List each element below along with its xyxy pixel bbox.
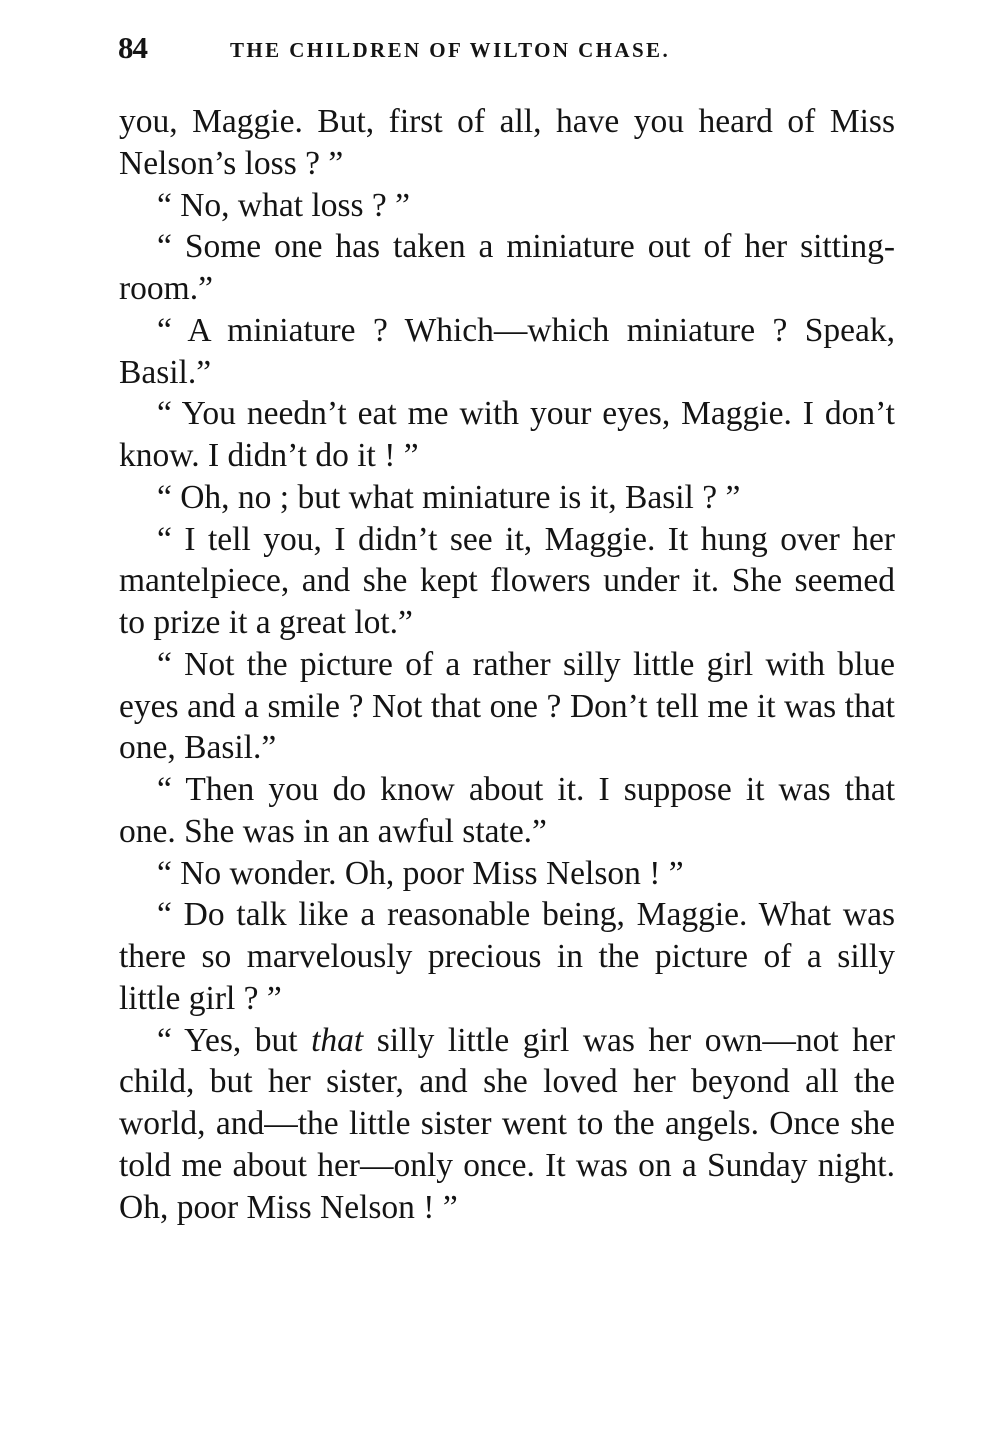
paragraph: “ No, what loss ? ”: [157, 186, 411, 224]
body-text: [119, 101, 895, 1228]
paragraph: “ Do talk like a reasonable being, Maggie. What was there so marvelously precious in the picture of a silly little girl ? ”: [119, 896, 895, 1017]
paragraph: “ A miniature ? Which—which miniature ? Speak, Basil.”: [119, 311, 895, 391]
paragraph: “ You needn’t eat me with your eyes, Maggie. I don’t know. I didn’t do it ! ”: [119, 395, 895, 474]
paragraph: you, Maggie. But, first of all, have you heard of Miss Nelson’s loss ? ”: [119, 103, 895, 182]
paragraph: “ I tell you, I didn’t see it, Maggie. It hung over her mantelpiece, and she kept flowers under it. She seemed to prize it a great lot.”: [119, 520, 895, 641]
paragraph-text: silly little girl was her own—not her child, but her sister, and she loved her beyond all the world, and—the little sister went to the angels. Once she told me about her—only once. It was on a Sunday night. Oh, poor Miss Nelson ! ”: [119, 1021, 895, 1226]
page-number: 84: [118, 30, 147, 65]
running-title: THE CHILDREN OF WILTON CHASE.: [230, 38, 671, 62]
paragraph: “ Not the picture of a rather silly little girl with blue eyes and a smile ? Not that one ? Don’t tell me it was that one, Basil.”: [119, 645, 895, 767]
paragraph: “ Then you do know about it. I suppose it was that one. She was in an awful state.”: [119, 771, 895, 850]
paragraph: “ Some one has taken a miniature out of her sitting-room.”: [119, 228, 895, 307]
paragraph: “ Oh, no ; but what miniature is it, Basil ? ”: [157, 478, 741, 516]
running-header: [118, 30, 898, 70]
emphasis: that: [311, 1021, 364, 1059]
paragraph-text: “ Yes, but: [157, 1021, 312, 1059]
paragraph: “ No wonder. Oh, poor Miss Nelson ! ”: [157, 854, 684, 892]
paragraph: [119, 1020, 895, 1229]
